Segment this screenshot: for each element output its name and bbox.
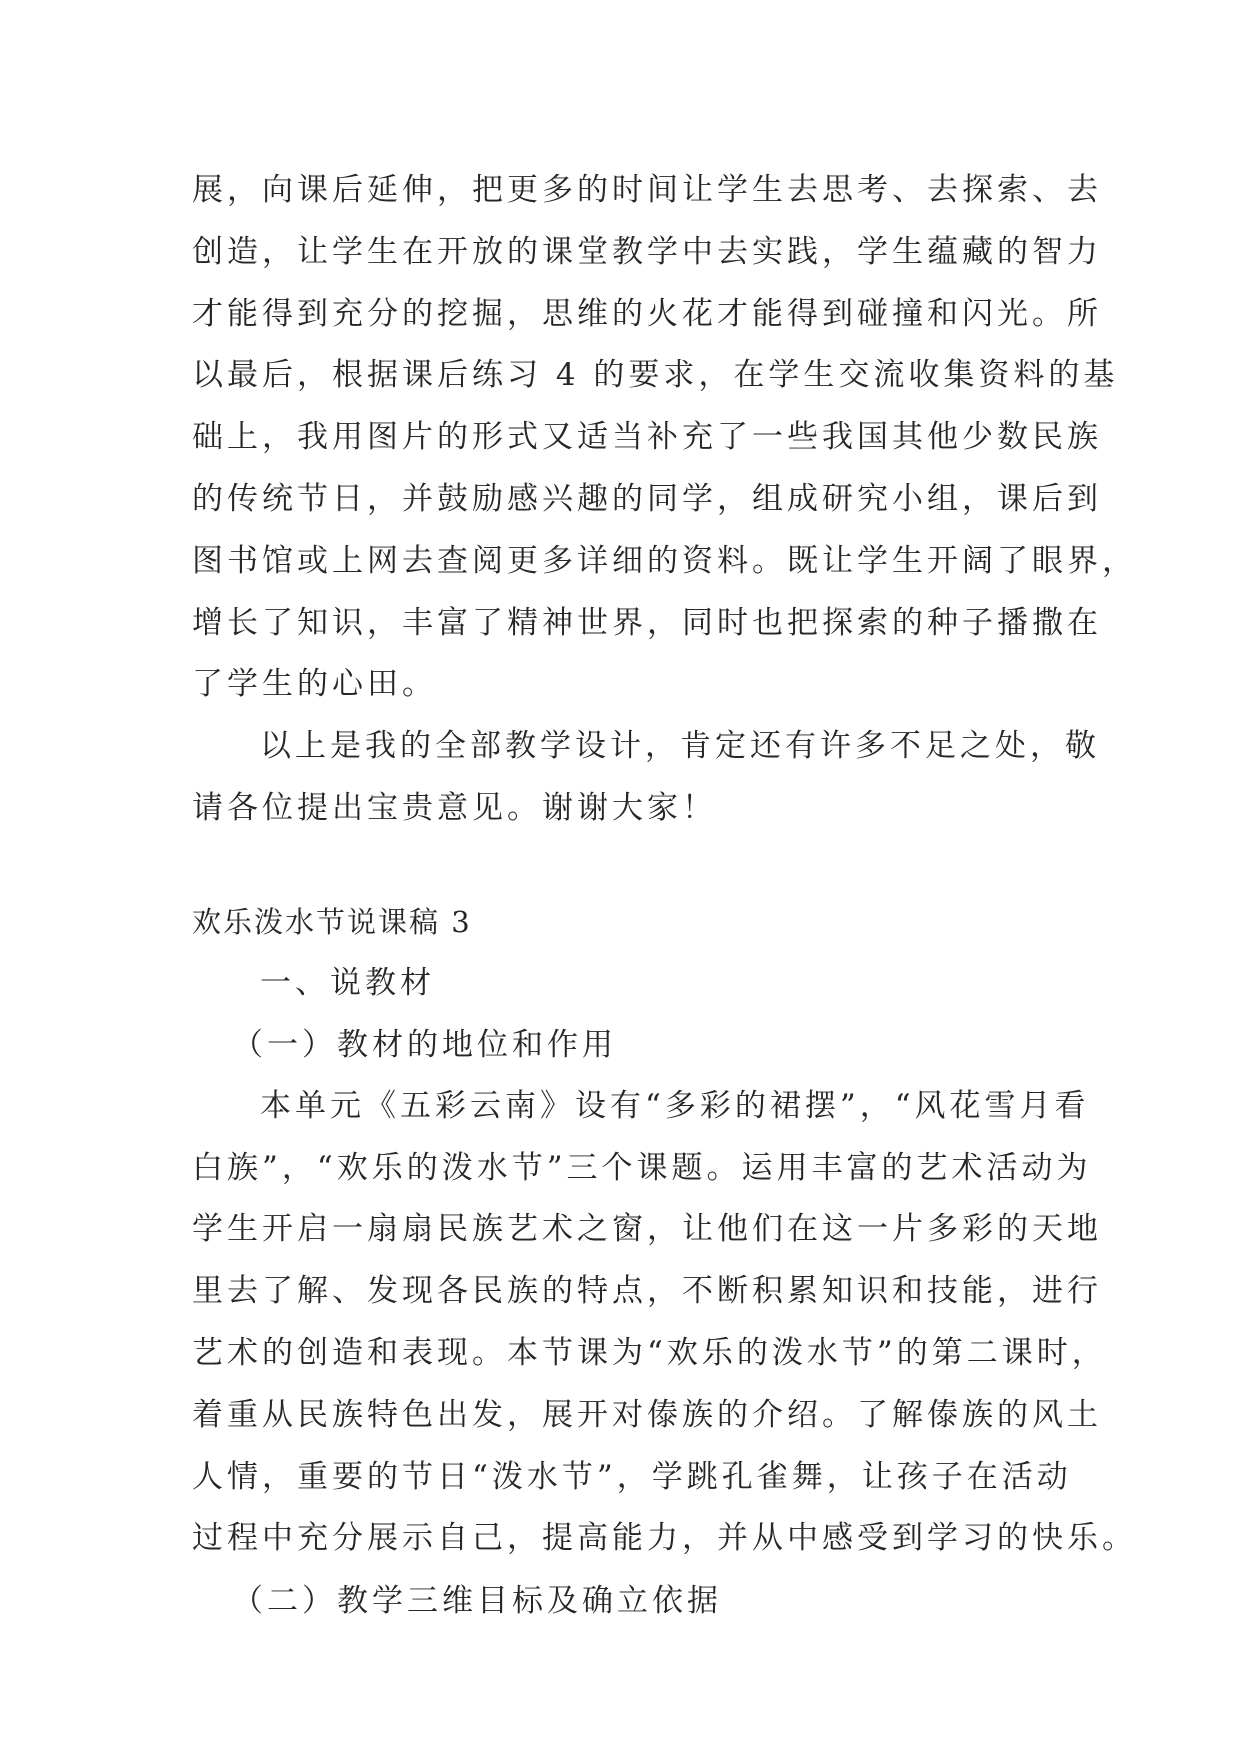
spacer <box>192 840 1062 892</box>
text-line: 白族”，“欢乐的泼水节”三个课题。运用丰富的艺术活动为 <box>192 1149 1092 1186</box>
text-line: 过程中充分展示自己，提高能力，并从中感受到学习的快乐。 <box>192 1520 1137 1557</box>
heading-level-2: （一）教材的地位和作用 <box>232 1026 617 1063</box>
text-line: 学生开启一扇扇民族艺术之窗，让他们在这一片多彩的天地 <box>192 1211 1102 1248</box>
text-line: 以上是我的全部教学设计，肯定还有许多不足之处，敬 <box>260 728 1100 765</box>
heading-level-2: （二）教学三维目标及确立依据 <box>232 1583 722 1620</box>
text-line: 本单元《五彩云南》设有“多彩的裙摆”，“风花雪月看 <box>260 1087 1090 1124</box>
document-body <box>192 160 1137 1632</box>
text-line: 创造，让学生在开放的课堂教学中去实践，学生蕴藏的智力 <box>192 233 1102 270</box>
heading-level-1: 一、说教材 <box>260 964 435 1001</box>
text-line: 人情，重要的节日“泼水节”，学跳孔雀舞，让孩子在活动 <box>192 1458 1072 1495</box>
section-title: 欢乐泼水节说课稿 3 <box>192 904 472 939</box>
text-line: 里去了解、发现各民族的特点，不断积累知识和技能，进行 <box>192 1273 1102 1310</box>
text-line: 础上，我用图片的形式又适当补充了一些我国其他少数民族 <box>192 419 1102 456</box>
body-paragraph <box>192 1076 1137 1570</box>
text-line: 以最后，根据课后练习 4 的要求，在学生交流收集资料的基 <box>192 357 1119 394</box>
text-line: 增长了知识，丰富了精神世界，同时也把探索的种子播撒在 <box>192 604 1102 641</box>
text-line: 着重从民族特色出发，展开对傣族的介绍。了解傣族的风土 <box>192 1396 1102 1433</box>
closing-paragraph <box>192 716 1100 840</box>
paragraph-continued <box>192 160 1137 716</box>
text-line: 的传统节日，并鼓励感兴趣的同学，组成研究小组，课后到 <box>192 480 1102 517</box>
text-line: 才能得到充分的挖掘，思维的火花才能得到碰撞和闪光。所 <box>192 295 1102 332</box>
text-line: 图书馆或上网去查阅更多详细的资料。既让学生开阔了眼界， <box>192 542 1137 579</box>
text-line: 展，向课后延伸，把更多的时间让学生去思考、去探索、去 <box>192 172 1102 208</box>
text-line: 了学生的心田。 <box>192 666 437 703</box>
text-line: 艺术的创造和表现。本节课为“欢乐的泼水节”的第二课时， <box>192 1334 1107 1371</box>
text-line: 请各位提出宝贵意见。谢谢大家！ <box>192 789 717 826</box>
